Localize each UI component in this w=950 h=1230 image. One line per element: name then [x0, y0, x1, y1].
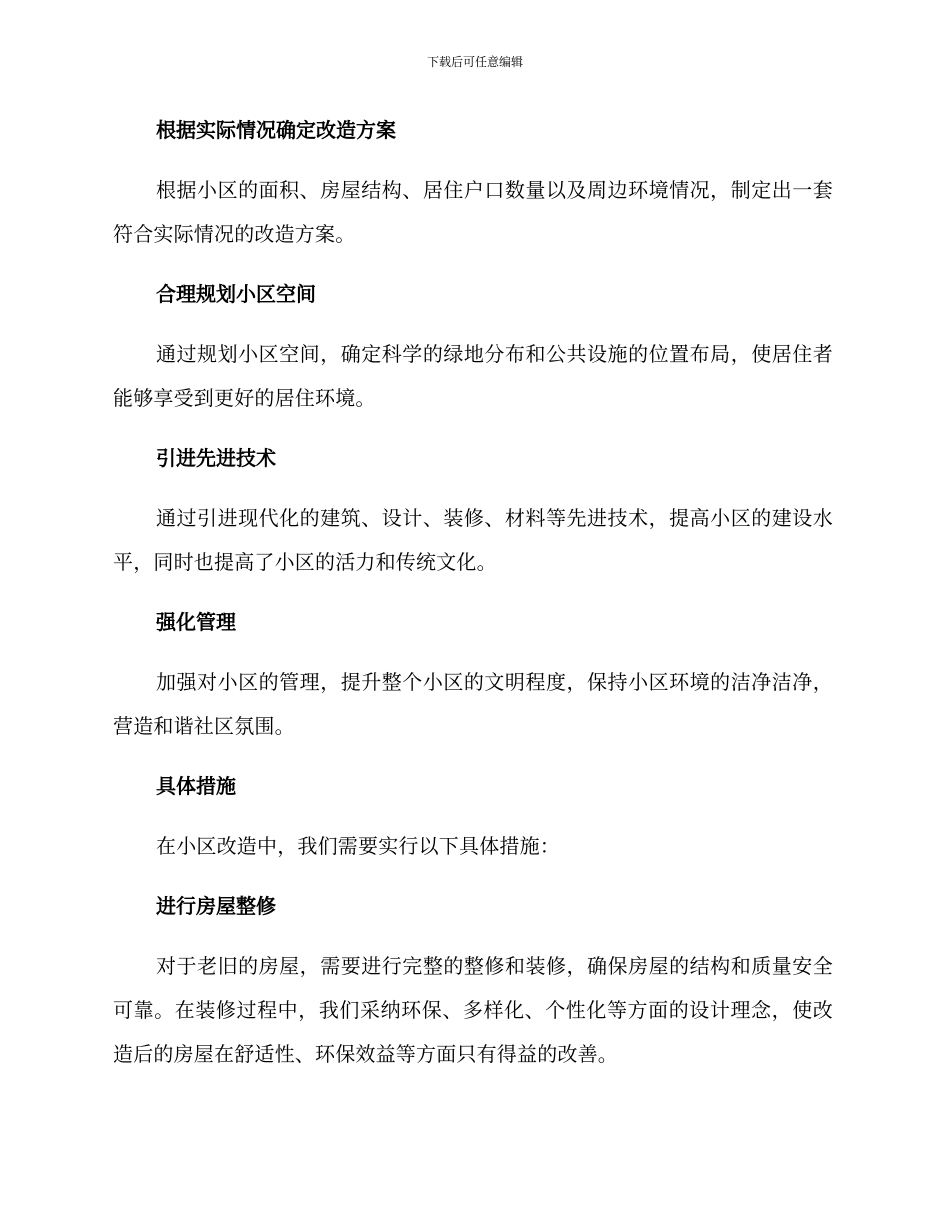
section-paragraph: 在小区改造中，我们需要实行以下具体措施：	[156, 834, 560, 858]
section-paragraph: 通过引进现代化的建筑、设计、装修、材料等先进技术，提高小区的建设水平，同时也提高了小区的活力和传统文化。	[113, 506, 833, 574]
section-heading: 合理规划小区空间	[156, 282, 316, 306]
section-paragraph: 对于老旧的房屋，需要进行完整的整修和装修，确保房屋的结构和质量安全可靠。在装修过程中，我们采纳环保、多样化、个性化等方面的设计理念，使改造后的房屋在舒适性、环保效益等方面只有得益的改善。	[113, 954, 833, 1066]
section-heading: 引进先进技术	[156, 446, 276, 470]
section-paragraph: 通过规划小区空间，确定科学的绿地分布和公共设施的位置布局，使居住者能够享受到更好的居住环境。	[113, 342, 833, 410]
header-note: 下载后可任意编辑	[426, 55, 523, 69]
section-paragraph: 根据小区的面积、房屋结构、居住户口数量以及周边环境情况，制定出一套符合实际情况的改造方案。	[113, 178, 833, 246]
section-paragraph: 加强对小区的管理，提升整个小区的文明程度，保持小区环境的洁净洁净，营造和谐社区氛围。	[113, 670, 833, 738]
section-heading: 根据实际情况确定改造方案	[156, 118, 396, 142]
document-body	[113, 108, 833, 1092]
section-heading: 进行房屋整修	[156, 894, 276, 918]
section-heading: 具体措施	[156, 774, 236, 798]
section-heading: 强化管理	[156, 610, 236, 634]
